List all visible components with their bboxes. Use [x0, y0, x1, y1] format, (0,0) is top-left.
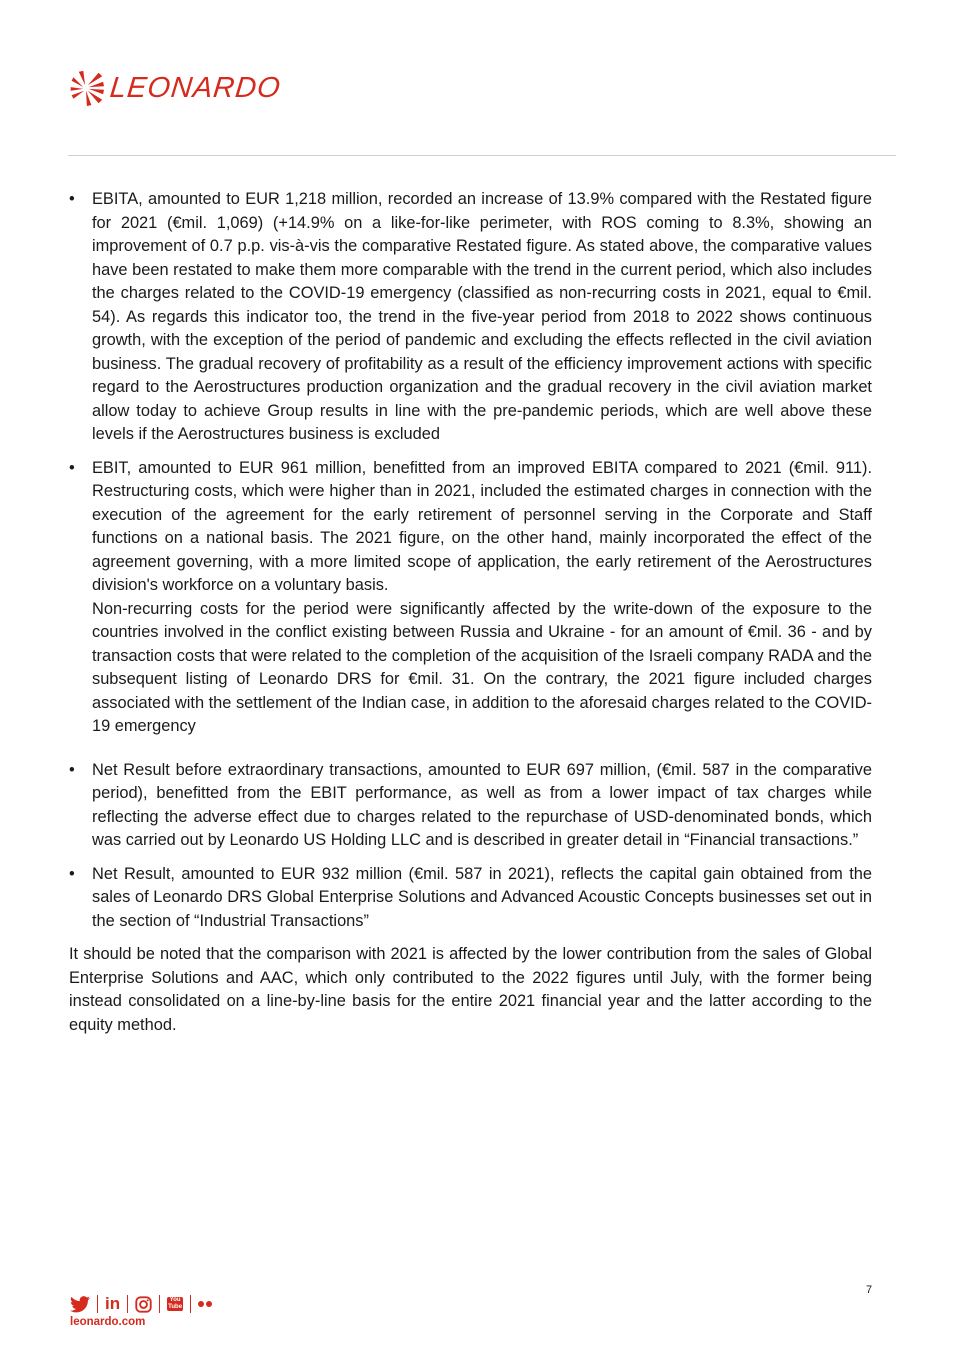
bullet-ebit: [69, 457, 872, 739]
youtube-icon[interactable]: You Tube: [168, 1297, 183, 1310]
page-number: 7: [866, 1284, 873, 1296]
closing-paragraph: It should be noted that the comparison with 2021 is affected by the lower contribution from the sales of Global Enterprise Solutions and AAC, which only contributed to the 2022 figures until July, with the former being instead consolidated on a line-by-line basis for the entire 2021 financial year and the latter according to the equity method.: [69, 945, 872, 1034]
leonardo-logo: [68, 68, 281, 108]
bullet-net-result-before-extraordinary: [69, 759, 872, 853]
leonardo-star-icon: [68, 68, 104, 108]
results-bullet-list: [69, 188, 872, 933]
header-divider: [68, 155, 896, 156]
bullet-ebita: [69, 188, 872, 447]
website-link[interactable]: leonardo.com: [70, 1316, 146, 1328]
linkedin-icon[interactable]: in: [105, 1294, 121, 1313]
logo-text: LEONARDO: [108, 71, 283, 104]
paragraph: • EBITA, amounted to EUR 1,218 million, recorded an increase of 13.9% compared with the Restated figure for 2021 (€mil. 1,069) (+14.9% on a like-for-like perimeter, with ROS coming to 8.3%, showing an improvement of 0.7 p.p. vis-à-vis the comparative Restated figure. As stated above, the comparative values have been restated to make them more comparable with the trend in the current period, which also includes the charges related to the COVID-19 emergency (classified as non-recurring costs in 2021, equal to €mil. 54). As regards this indicator too, the trend in the five-year period from 2018 to 2022 shows continuous growth, with the exception of the period of pandemic and excluding the effects reflected in the civil aviation business. The gradual recovery of profitability as a result of the efficiency improvement actions with specific regard to the Aerostructures production organization and the gradual recovery in the civil aviation market allow today to achieve Group results in line with the pre-pandemic periods, which are well above these levels if the Aerostructures business is excluded: [92, 190, 872, 443]
bullet-net-result: [69, 863, 872, 934]
document-body: [69, 188, 872, 1037]
paragraph: • Net Result before extraordinary transactions, amounted to EUR 697 million, (€mil. 587 in the comparative period), benefitted from the EBIT performance, as well as from a lower impact of tax charges while reflecting the adverse effect due to charges related to the repurchase of USD-denominated bonds, which was carried out by Leonardo US Holding LLC and is described in greater detail in “Financial transactions.”: [92, 760, 872, 849]
social-links: [70, 1294, 212, 1314]
flickr-icon[interactable]: [198, 1301, 212, 1307]
paragraph: • Net Result, amounted to EUR 932 million (€mil. 587 in 2021), reflects the capital gain obtained from the sales of Leonardo DRS Global Enterprise Solutions and Advanced Acoustic Concepts businesses set out in the section of “Industrial Transactions”: [92, 864, 872, 930]
paragraph: • EBIT, amounted to EUR 961 million, benefitted from an improved EBITA compared to 2021 (€mil. 911). Restructuring costs, which were higher than in 2021, included the estimated charges in connection with the execution of the agreement for the early retirement of personnel serving in the Corporate and Staff functions on a national basis. The 2021 figure, on the other hand, mainly incorporated the effect of the agreement governing, with a more limited scope of application, the early retirement of the Aerostructures division's workforce on a voluntary basis.: [92, 458, 872, 594]
divider: [127, 1295, 128, 1313]
divider: [159, 1295, 160, 1313]
twitter-icon[interactable]: [70, 1296, 90, 1313]
paragraph: Non-recurring costs for the period were significantly affected by the write-down of the exposure to the countries involved in the conflict existing between Russia and Ukraine - for an amount of €mil. 36 - and by transaction costs that were related to the completion of the acquisition of the Israeli company RADA and the subsequent listing of Leonardo DRS for €mil. 31. On the contrary, the 2021 figure included charges associated with the settlement of the Indian case, in addition to the aforesaid charges related to the COVID-19 emergency: [92, 599, 872, 735]
divider: [190, 1295, 191, 1313]
instagram-icon[interactable]: [135, 1296, 152, 1313]
divider: [97, 1295, 98, 1313]
